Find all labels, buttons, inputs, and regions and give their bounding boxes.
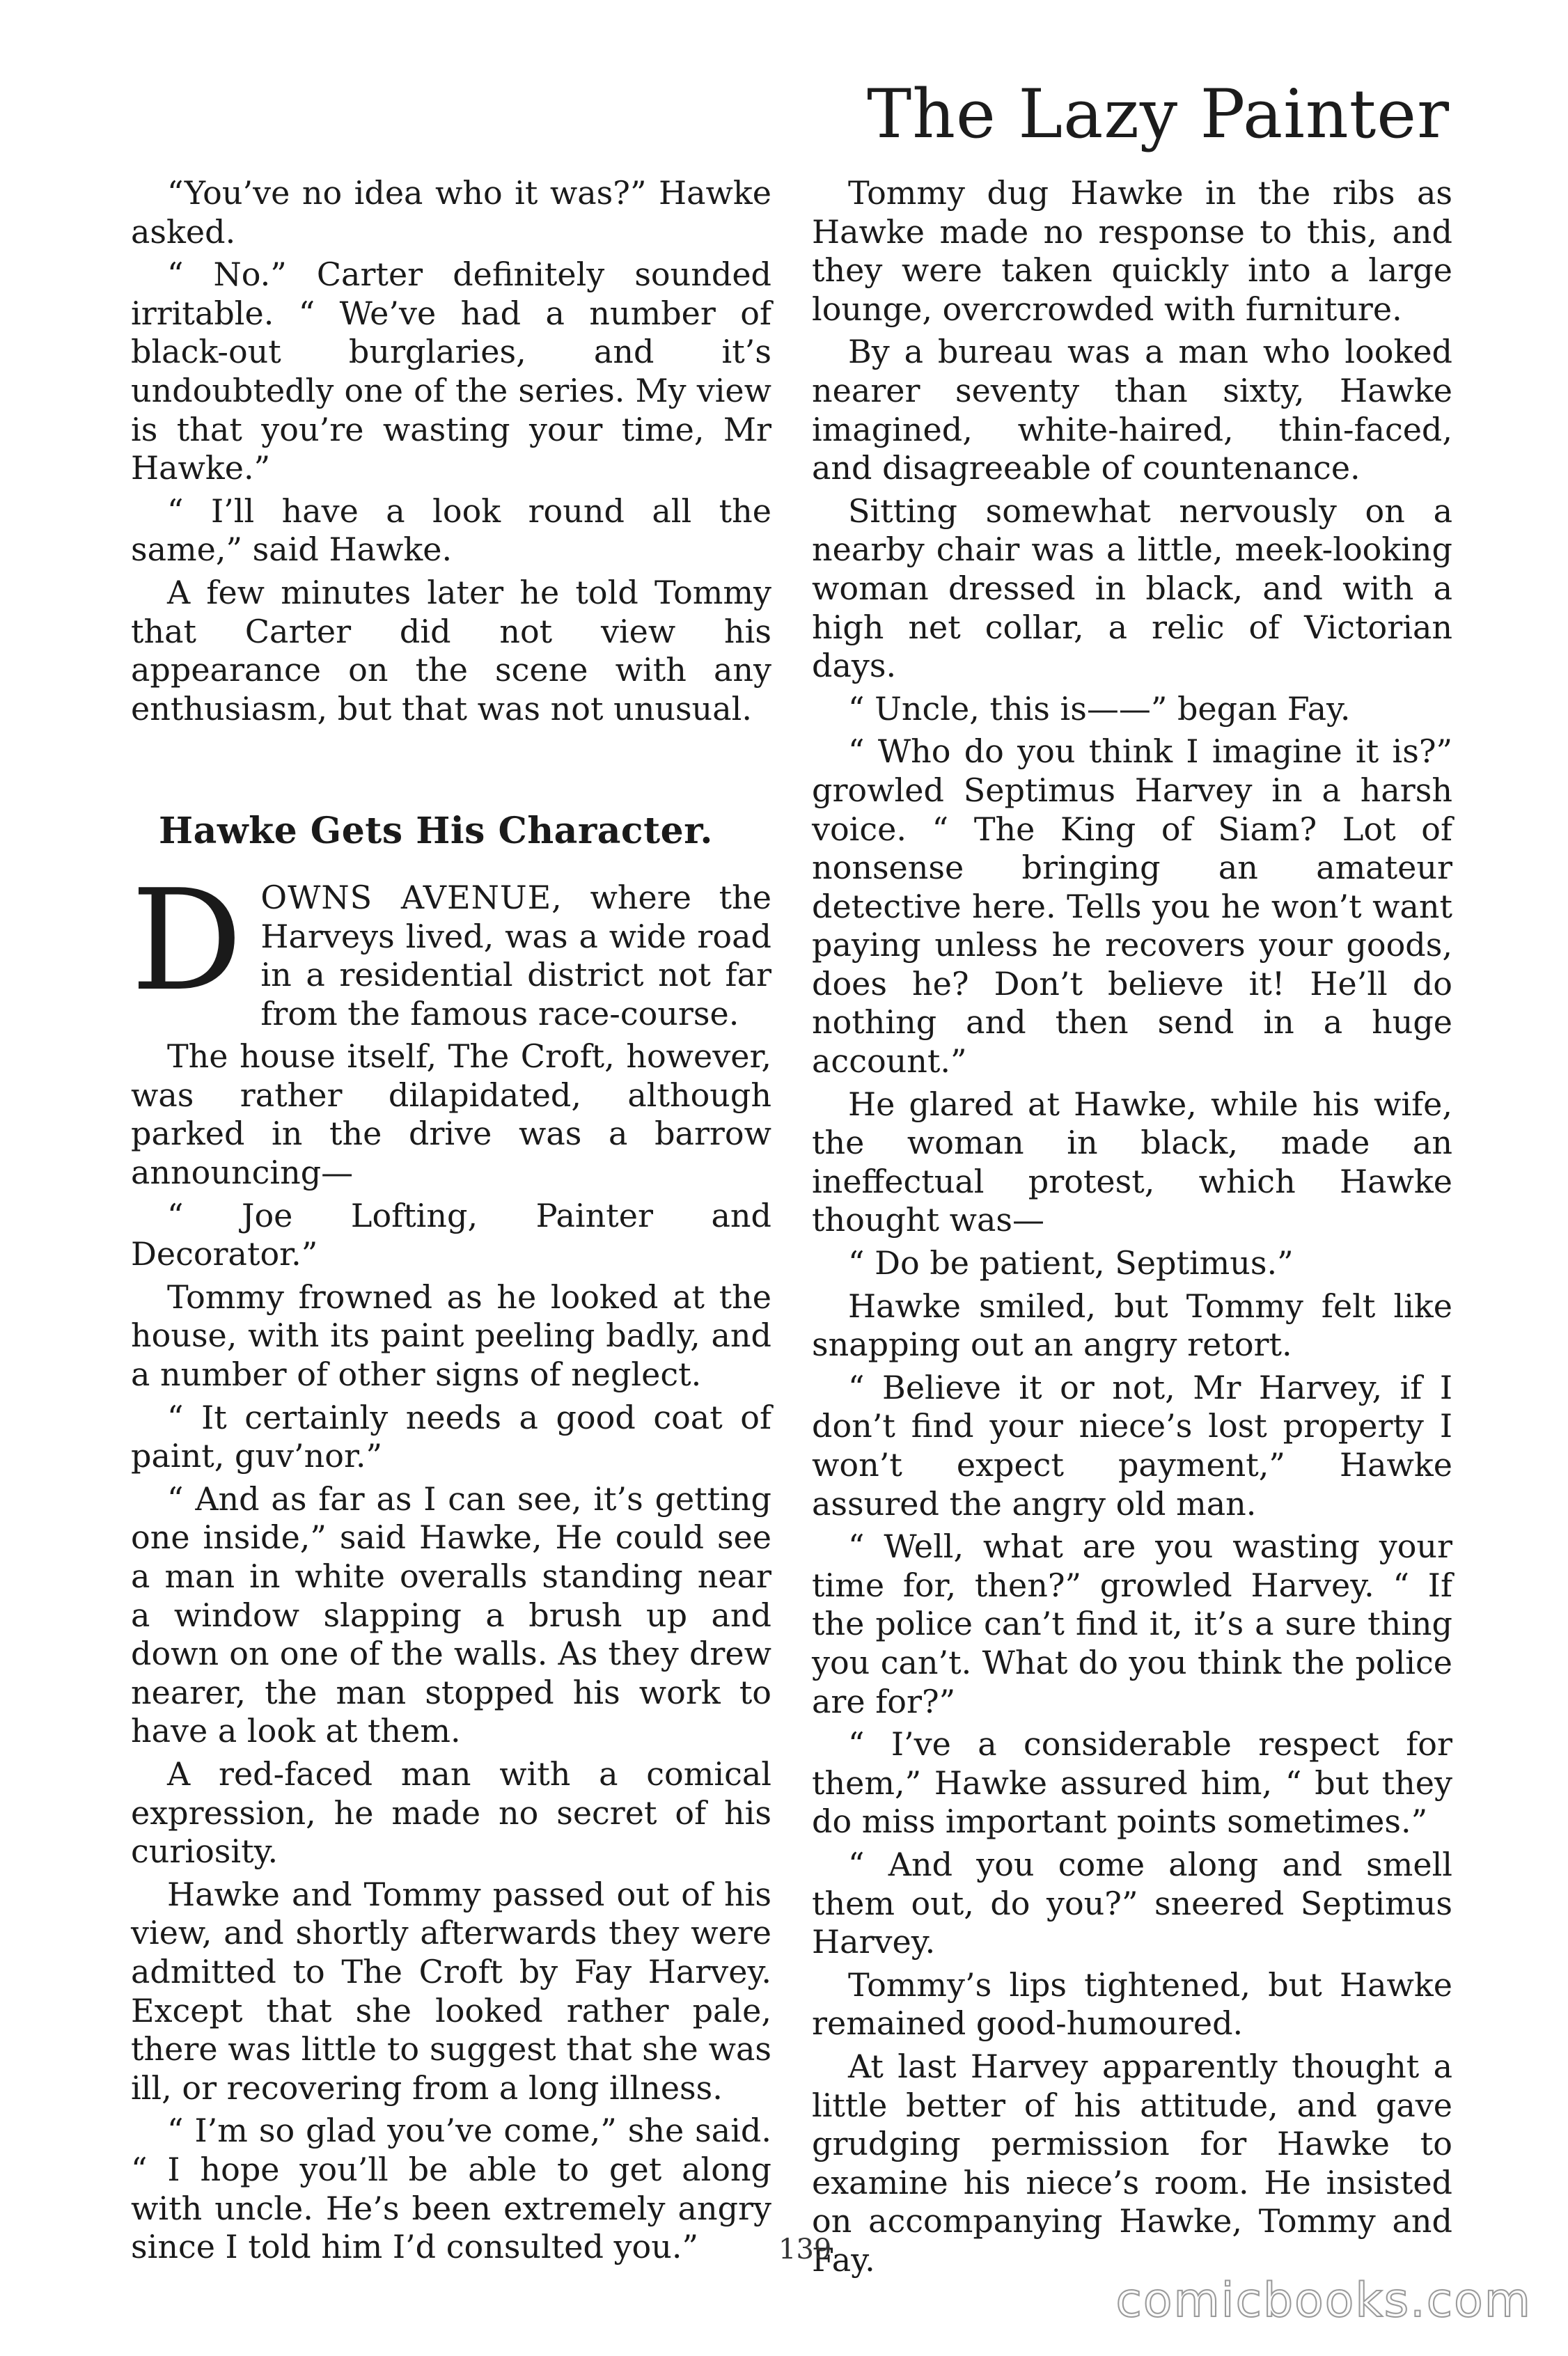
paragraph: By a bureau was a man who looked nearer seventy than sixty, Hawke imagined, white-haired, thin-faced, and disagreeable of countenance. <box>812 333 1452 487</box>
paragraph: “ It certainly needs a good coat of paint, guv’nor.” <box>131 1398 771 1475</box>
paragraph: A few minutes later he told Tommy that Carter did not view his appearance on the scene with any enthusiasm, but that was not unusual. <box>131 573 771 728</box>
paragraph: “ Do be patient, Septimus.” <box>848 1244 1294 1282</box>
paragraph: He glared at Hawke, while his wife, the woman in black, made an ineffectual protest, which Hawke thought was— <box>812 1085 1452 1239</box>
paragraph: At last Harvey apparently thought a little better of his attitude, and gave grudging permission for Hawke to examine his niece’s room. He insisted on accompanying Hawke, Tommy and Fay. <box>812 2047 1452 2279</box>
paragraph: “ Joe Lofting, Painter and Decorator.” <box>131 1196 771 1273</box>
section-heading: Hawke Gets His Character. <box>159 810 713 853</box>
paragraph: Sitting somewhat nervously on a nearby chair was a little, meek-looking woman dressed in black, and with a high net collar, a relic of Victorian days. <box>812 492 1452 685</box>
paragraph: “ Well, what are you wasting your time for, then?” growled Harvey. “ If the police can’t find it, it’s a sure thing you can’t. What do you think the police are for?” <box>812 1528 1452 1720</box>
paragraph: “ Believe it or not, Mr Harvey, if I don’t find your niece’s lost property I won’t expect payment,” Hawke assured the angry old man. <box>812 1368 1452 1523</box>
paragraph: “ Uncle, this is——” began Fay. <box>848 689 1351 728</box>
paragraph: “ No.” Carter definitely sounded irritable. “ We’ve had a number of black-out burglaries, and it’s undoubtedly one of the series. My view is that you’re wasting your time, Mr Hawke.” <box>131 256 771 487</box>
paragraph: “ And as far as I can see, it’s getting one inside,” said Hawke, He could see a man in white overalls standing near a window slapping a brush up and down on one of the walls. As they drew nearer, the man stopped his work to have a look at them. <box>131 1479 771 1750</box>
paragraph: Tommy dug Hawke in the ribs as Hawke made no response to this, and they were taken quickly into a large lounge, overcrowded with furniture. <box>812 174 1452 328</box>
paragraph: The house itself, The Croft, however, was rather dilapidated, although parked in the drive was a barrow announcing— <box>131 1037 771 1192</box>
dropcap-rest: where the Harveys lived, was a wide road in a residential district not far from the famous race-course. <box>260 878 772 1032</box>
paragraph: “ And you come along and smell them out, do you?” sneered Septimus Harvey. <box>812 1845 1452 1961</box>
left-column <box>131 174 771 2271</box>
paragraph: Hawke smiled, but Tommy felt like snapping out an angry retort. <box>812 1287 1452 1364</box>
dropcap-paragraph <box>131 859 772 1033</box>
paragraph: “ I’ve a considerable respect for them,” Hawke assured him, “ but they do miss important points sometimes.” <box>812 1725 1452 1841</box>
page-number: 139 <box>778 2233 832 2265</box>
right-column <box>812 174 1452 2284</box>
drop-cap: D <box>131 859 243 1022</box>
watermark: comicbooks.com <box>1115 2273 1532 2328</box>
running-title: The Lazy Painter <box>867 75 1450 153</box>
lead-caps: OWNS AVENUE, <box>260 878 563 916</box>
paragraph: “ I’m so glad you’ve come,” she said. “ I hope you’ll be able to get along with uncle. He’s been extremely angry since I told him I’d consulted you.” <box>131 2112 771 2266</box>
paragraph: “You’ve no idea who it was?” Hawke asked. <box>131 174 771 251</box>
paragraph: Tommy frowned as he looked at the house, with its paint peeling badly, and a number of other signs of neglect. <box>131 1278 771 1394</box>
paragraph: “ Who do you think I imagine it is?” growled Septimus Harvey in a harsh voice. “ The King of Siam? Lot of nonsense bringing an amateur detective here. Tells you he won’t want paying unless he recovers your goods, does he? Don’t believe it! He’ll do nothing and then send in a huge account.” <box>812 732 1452 1081</box>
paragraph: A red-faced man with a comical expression, he made no secret of his curiosity. <box>131 1754 771 1871</box>
paragraph: Tommy’s lips tightened, but Hawke remained good-humoured. <box>812 1965 1452 2043</box>
paragraph: “ I’ll have a look round all the same,” said Hawke. <box>131 492 771 569</box>
paragraph: Hawke and Tommy passed out of his view, and shortly afterwards they were admitted to The Croft by Fay Harvey. Except that she looked rather pale, there was little to suggest that she was ill, or recovering from a long illness. <box>131 1875 771 2107</box>
